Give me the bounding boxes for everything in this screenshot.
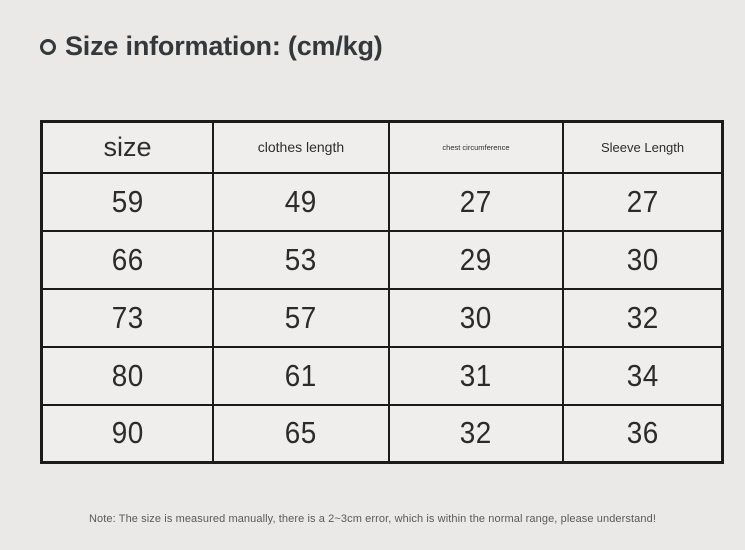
table-cell: 27: [389, 173, 563, 231]
table-row: [42, 231, 723, 289]
section-title-row: [40, 31, 383, 62]
column-header-size: size: [42, 122, 214, 173]
table-row: [42, 289, 723, 347]
table-cell: 30: [563, 231, 722, 289]
column-header-clothes-length: clothes length: [213, 122, 389, 173]
table-cell: 65: [213, 405, 389, 463]
table-cell: 66: [42, 231, 214, 289]
table-cell: 73: [42, 289, 214, 347]
table-cell: 61: [213, 347, 389, 405]
column-header-sleeve-length: Sleeve Length: [563, 122, 722, 173]
table-row: [42, 347, 723, 405]
measurement-note: Note: The size is measured manually, there is a 2~3cm error, which is within the normal range, please understand!: [89, 513, 656, 525]
table-cell: 57: [213, 289, 389, 347]
size-table: [40, 120, 724, 464]
table-cell: 34: [563, 347, 722, 405]
table-row: [42, 173, 723, 231]
table-row: [42, 405, 723, 463]
table-cell: 31: [389, 347, 563, 405]
table-cell: 90: [42, 405, 214, 463]
table-cell: 80: [42, 347, 214, 405]
table-cell: 27: [563, 173, 722, 231]
table-cell: 32: [563, 289, 722, 347]
table-cell: 59: [42, 173, 214, 231]
table-cell: 29: [389, 231, 563, 289]
circle-outline-icon: [40, 39, 56, 55]
table-cell: 32: [389, 405, 563, 463]
table-cell: 53: [213, 231, 389, 289]
column-header-chest-circumference: chest circumference: [389, 122, 563, 173]
table-cell: 36: [563, 405, 722, 463]
table-cell: 49: [213, 173, 389, 231]
page-title: Size information: (cm/kg): [65, 31, 383, 61]
table-header-row: [42, 122, 723, 173]
table-cell: 30: [389, 289, 563, 347]
